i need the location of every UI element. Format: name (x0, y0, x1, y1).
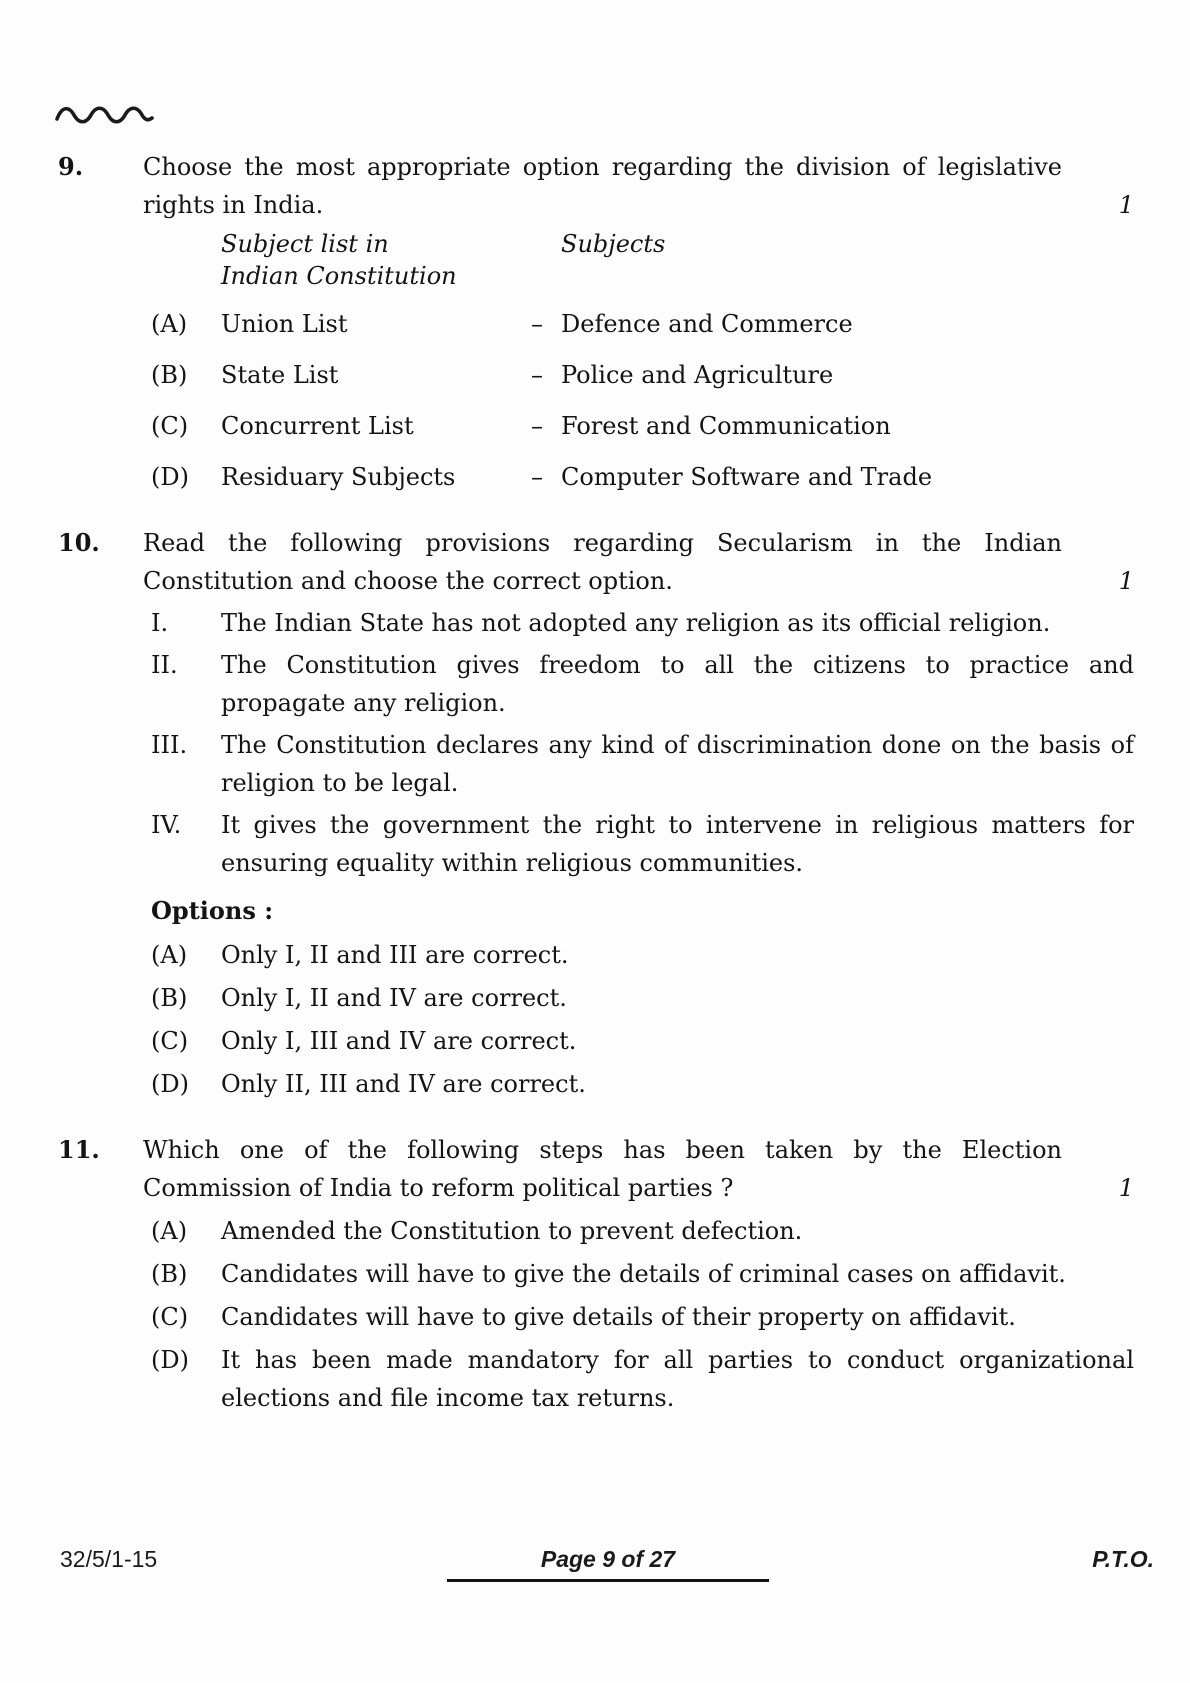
statement-text: The Indian State has not adopted any religion as its official religion. (221, 609, 1051, 637)
match-option-d (143, 458, 1134, 496)
statement-4 (143, 806, 1134, 882)
question-11-text: Which one of the following steps has been taken by the Election Commission of India to reform political parties ? (143, 1136, 1062, 1202)
option-text: Amended the Constitution to prevent defection. (221, 1217, 803, 1245)
statement-numeral: I. (151, 609, 169, 637)
option-text: Candidates will have to give details of their property on affidavit. (221, 1303, 1016, 1331)
match-left-value: Union List (221, 310, 348, 338)
match-option-b (143, 356, 1134, 394)
pto-label: P.T.O. (1092, 1546, 1154, 1572)
options-label: Options : (151, 896, 274, 925)
wavy-scribble-icon (54, 100, 156, 130)
match-right-value: Police and Agriculture (561, 361, 834, 389)
statement-numeral: II. (151, 651, 178, 679)
statement-3 (143, 726, 1134, 802)
question-9-number: 9. (58, 152, 84, 181)
paper-code: 32/5/1-15 (60, 1546, 158, 1572)
match-header-col2: Subjects (561, 230, 666, 258)
match-left-value: State List (221, 361, 339, 389)
option-b (143, 979, 1134, 1017)
match-header-col1-line1: Subject list in (221, 230, 389, 258)
option-letter: (C) (151, 1303, 189, 1331)
match-right-value: Defence and Commerce (561, 310, 853, 338)
option-letter: (B) (151, 361, 188, 389)
question-9 (58, 148, 1134, 496)
question-10-number: 10. (58, 528, 100, 557)
question-11-marks: 1 (1118, 1174, 1134, 1202)
option-letter: (D) (151, 1346, 189, 1374)
page-footer (0, 1544, 1190, 1592)
statement-numeral: IV. (151, 811, 182, 839)
option-a (143, 936, 1134, 974)
match-right-value: Computer Software and Trade (561, 463, 933, 491)
option-letter: (C) (151, 412, 189, 440)
statement-2 (143, 646, 1134, 722)
match-header-col1-line2: Indian Constitution (221, 262, 457, 290)
option-letter: (A) (151, 1217, 188, 1245)
option-letter: (B) (151, 1260, 188, 1288)
question-10-text: Read the following provisions regarding Secularism in the Indian Constitution and choose the correct option. (143, 529, 1062, 595)
statement-text: The Constitution gives freedom to all the citizens to practice and propagate any religion. (221, 651, 1134, 717)
statement-numeral: III. (151, 731, 188, 759)
option-d (143, 1065, 1134, 1103)
option-text: Only I, II and III are correct. (221, 941, 569, 969)
dash-separator: – (531, 412, 543, 440)
statement-1 (143, 604, 1134, 642)
page-number: Page 9 of 27 (447, 1544, 769, 1582)
option-b (143, 1255, 1134, 1293)
dash-separator: – (531, 310, 543, 338)
question-9-match-header (143, 228, 1134, 292)
match-right-value: Forest and Communication (561, 412, 891, 440)
question-9-text: Choose the most appropriate option regarding the division of legislative rights in India. (143, 153, 1062, 219)
match-option-c (143, 407, 1134, 445)
option-letter: (B) (151, 984, 188, 1012)
option-letter: (A) (151, 310, 188, 338)
option-c (143, 1298, 1134, 1336)
option-text: Only II, III and IV are correct. (221, 1070, 586, 1098)
option-letter: (D) (151, 463, 189, 491)
match-option-a (143, 305, 1134, 343)
question-11-number: 11. (58, 1135, 100, 1164)
page-content (58, 148, 1134, 1445)
option-text: It has been made mandatory for all parties to conduct organizational elections and file income tax returns. (221, 1346, 1134, 1412)
option-a (143, 1212, 1134, 1250)
option-text: Candidates will have to give the details of criminal cases on affidavit. (221, 1260, 1066, 1288)
question-11 (58, 1131, 1134, 1417)
dash-separator: – (531, 361, 543, 389)
question-9-marks: 1 (1118, 191, 1134, 219)
question-10-marks: 1 (1118, 567, 1134, 595)
option-text: Only I, II and IV are correct. (221, 984, 567, 1012)
match-left-value: Concurrent List (221, 412, 414, 440)
statement-text: The Constitution declares any kind of discrimination done on the basis of religion to be legal. (221, 731, 1134, 797)
match-left-value: Residuary Subjects (221, 463, 456, 491)
option-d (143, 1341, 1134, 1417)
question-10 (58, 524, 1134, 1103)
dash-separator: – (531, 463, 543, 491)
option-text: Only I, III and IV are correct. (221, 1027, 577, 1055)
option-letter: (C) (151, 1027, 189, 1055)
option-letter: (A) (151, 941, 188, 969)
option-c (143, 1022, 1134, 1060)
option-letter: (D) (151, 1070, 189, 1098)
statement-text: It gives the government the right to intervene in religious matters for ensuring equality within religious communities. (221, 811, 1134, 877)
